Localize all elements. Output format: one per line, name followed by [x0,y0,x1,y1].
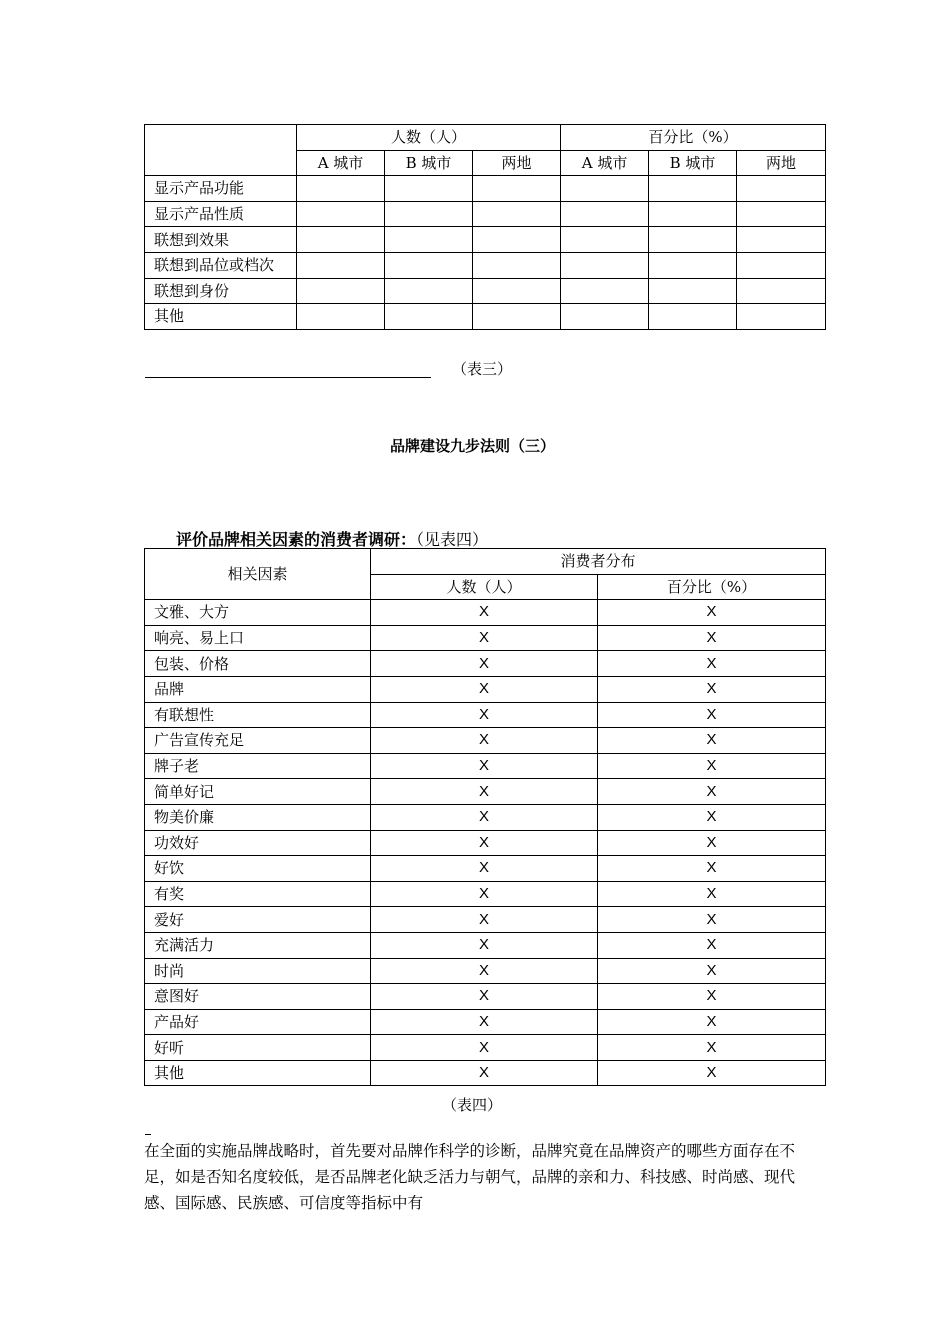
table-4-row-label: 好饮 [145,856,371,882]
table-4 [144,548,826,1086]
table-row [145,856,826,882]
table-row [145,753,826,779]
table-4-people-cell: X [371,600,598,626]
table-3-row-label: 显示产品功能 [145,176,297,202]
blank-underline [145,377,431,378]
table-4-percent-cell: X [598,1060,826,1086]
table-row [145,278,826,304]
table-4-people-cell: X [371,676,598,702]
table-4-people-cell: X [371,1060,598,1086]
table-3-header-top [145,125,826,151]
table-4-percent-cell: X [598,600,826,626]
table-row [145,728,826,754]
table-4-percent-cell: X [598,856,826,882]
intro-line [176,527,488,550]
table-3-subheader: A 城市 [297,150,385,176]
table-4-row-label: 广告宣传充足 [145,728,371,754]
table-4-people-cell: X [371,881,598,907]
table-4-row-label: 牌子老 [145,753,371,779]
table-row [145,227,826,253]
table-row [145,676,826,702]
table-4-row-label: 爱好 [145,907,371,933]
table-row [145,1009,826,1035]
table-row [145,252,826,278]
table-4-row-label: 意图好 [145,984,371,1010]
table-3-row-label: 其他 [145,304,297,330]
table-row [145,804,826,830]
table-4-percent-header: 百分比（%） [598,574,826,600]
table-3-subheader: B 城市 [385,150,473,176]
table-4-people-cell: X [371,625,598,651]
intro-see-table: （见表四） [416,530,489,549]
table-4-row-label: 产品好 [145,1009,371,1035]
intro-bold-text: 评价品牌相关因素的消费者调研： [176,530,417,549]
dash-mark [145,1134,151,1135]
table-4-people-cell: X [371,932,598,958]
table-4-people-cell: X [371,651,598,677]
table-row [145,907,826,933]
table-row [145,1035,826,1061]
table-4-row-label: 其他 [145,1060,371,1086]
table-3-row-label: 显示产品性质 [145,201,297,227]
table-4-percent-cell: X [598,753,826,779]
table-4-percent-cell: X [598,1009,826,1035]
table-4-percent-cell: X [598,625,826,651]
table-row [145,984,826,1010]
table-4-header-top [145,549,826,575]
table-row [145,304,826,330]
table-3-subheader: B 城市 [649,150,737,176]
table-4-factor-header: 相关因素 [145,549,371,600]
table-4-percent-cell: X [598,702,826,728]
table-4-row-label: 有联想性 [145,702,371,728]
table-3-header-percent: 百分比（%） [561,125,826,151]
table-row [145,932,826,958]
table-4-percent-cell: X [598,881,826,907]
table-3-caption: （表三） [452,360,513,378]
table-row [145,625,826,651]
table-row [145,600,826,626]
body-paragraph: 在全面的实施品牌战略时，首先要对品牌作科学的诊断，品牌究竟在品牌资产的哪些方面存在不足，如是否知名度较低，是否品牌老化缺乏活力与朝气，品牌的亲和力、科技感、时尚感、现代感、国际感、民族感、可信度等指标中有 [144,1142,796,1212]
table-3-row-label: 联想到品位或档次 [145,252,297,278]
table-4-row-label: 物美价廉 [145,804,371,830]
table-3-subheader: 两地 [473,150,561,176]
table-3 [144,124,826,330]
table-4-people-cell: X [371,728,598,754]
table-4-percent-cell: X [598,676,826,702]
table-4-row-label: 简单好记 [145,779,371,805]
table-4-percent-cell: X [598,830,826,856]
table-row [145,201,826,227]
table-4-percent-cell: X [598,1035,826,1061]
table-4-percent-cell: X [598,728,826,754]
table-row [145,830,826,856]
table-4-people-cell: X [371,856,598,882]
table-4-row-label: 时尚 [145,958,371,984]
table-4-people-cell: X [371,907,598,933]
table-3-row-label: 联想到效果 [145,227,297,253]
table-3-subheader: A 城市 [561,150,649,176]
table-4-row-label: 功效好 [145,830,371,856]
table-4-row-label: 有奖 [145,881,371,907]
table-row [145,1060,826,1086]
table-4-people-cell: X [371,1035,598,1061]
table-4-caption: （表四） [441,1096,502,1114]
table-4-row-label: 充满活力 [145,932,371,958]
table-4-percent-cell: X [598,984,826,1010]
table-4-row-label: 文雅、大方 [145,600,371,626]
table-3-subheader: 两地 [737,150,826,176]
section-title: 品牌建设九步法则（三） [389,437,555,455]
table-4-people-header: 人数（人） [371,574,598,600]
table-row [145,651,826,677]
table-4-people-cell: X [371,753,598,779]
table-3-header-people: 人数（人） [297,125,561,151]
table-4-row-label: 包装、价格 [145,651,371,677]
table-4-people-cell: X [371,702,598,728]
table-4-percent-cell: X [598,651,826,677]
table-row [145,176,826,202]
table-4-percent-cell: X [598,907,826,933]
table-4-percent-cell: X [598,958,826,984]
table-4-people-cell: X [371,779,598,805]
table-4-distribution-header: 消费者分布 [371,549,826,575]
table-4-row-label: 品牌 [145,676,371,702]
table-4-percent-cell: X [598,932,826,958]
table-row [145,958,826,984]
table-4-row-label: 响亮、易上口 [145,625,371,651]
table-row [145,881,826,907]
table-4-row-label: 好听 [145,1035,371,1061]
table-4-people-cell: X [371,958,598,984]
table-3-row-label: 联想到身份 [145,278,297,304]
table-4-people-cell: X [371,1009,598,1035]
table-3-corner-cell [145,125,297,176]
table-4-percent-cell: X [598,779,826,805]
table-4-percent-cell: X [598,804,826,830]
table-4-people-cell: X [371,984,598,1010]
table-row [145,779,826,805]
table-row [145,702,826,728]
table-4-people-cell: X [371,804,598,830]
table-4-people-cell: X [371,830,598,856]
